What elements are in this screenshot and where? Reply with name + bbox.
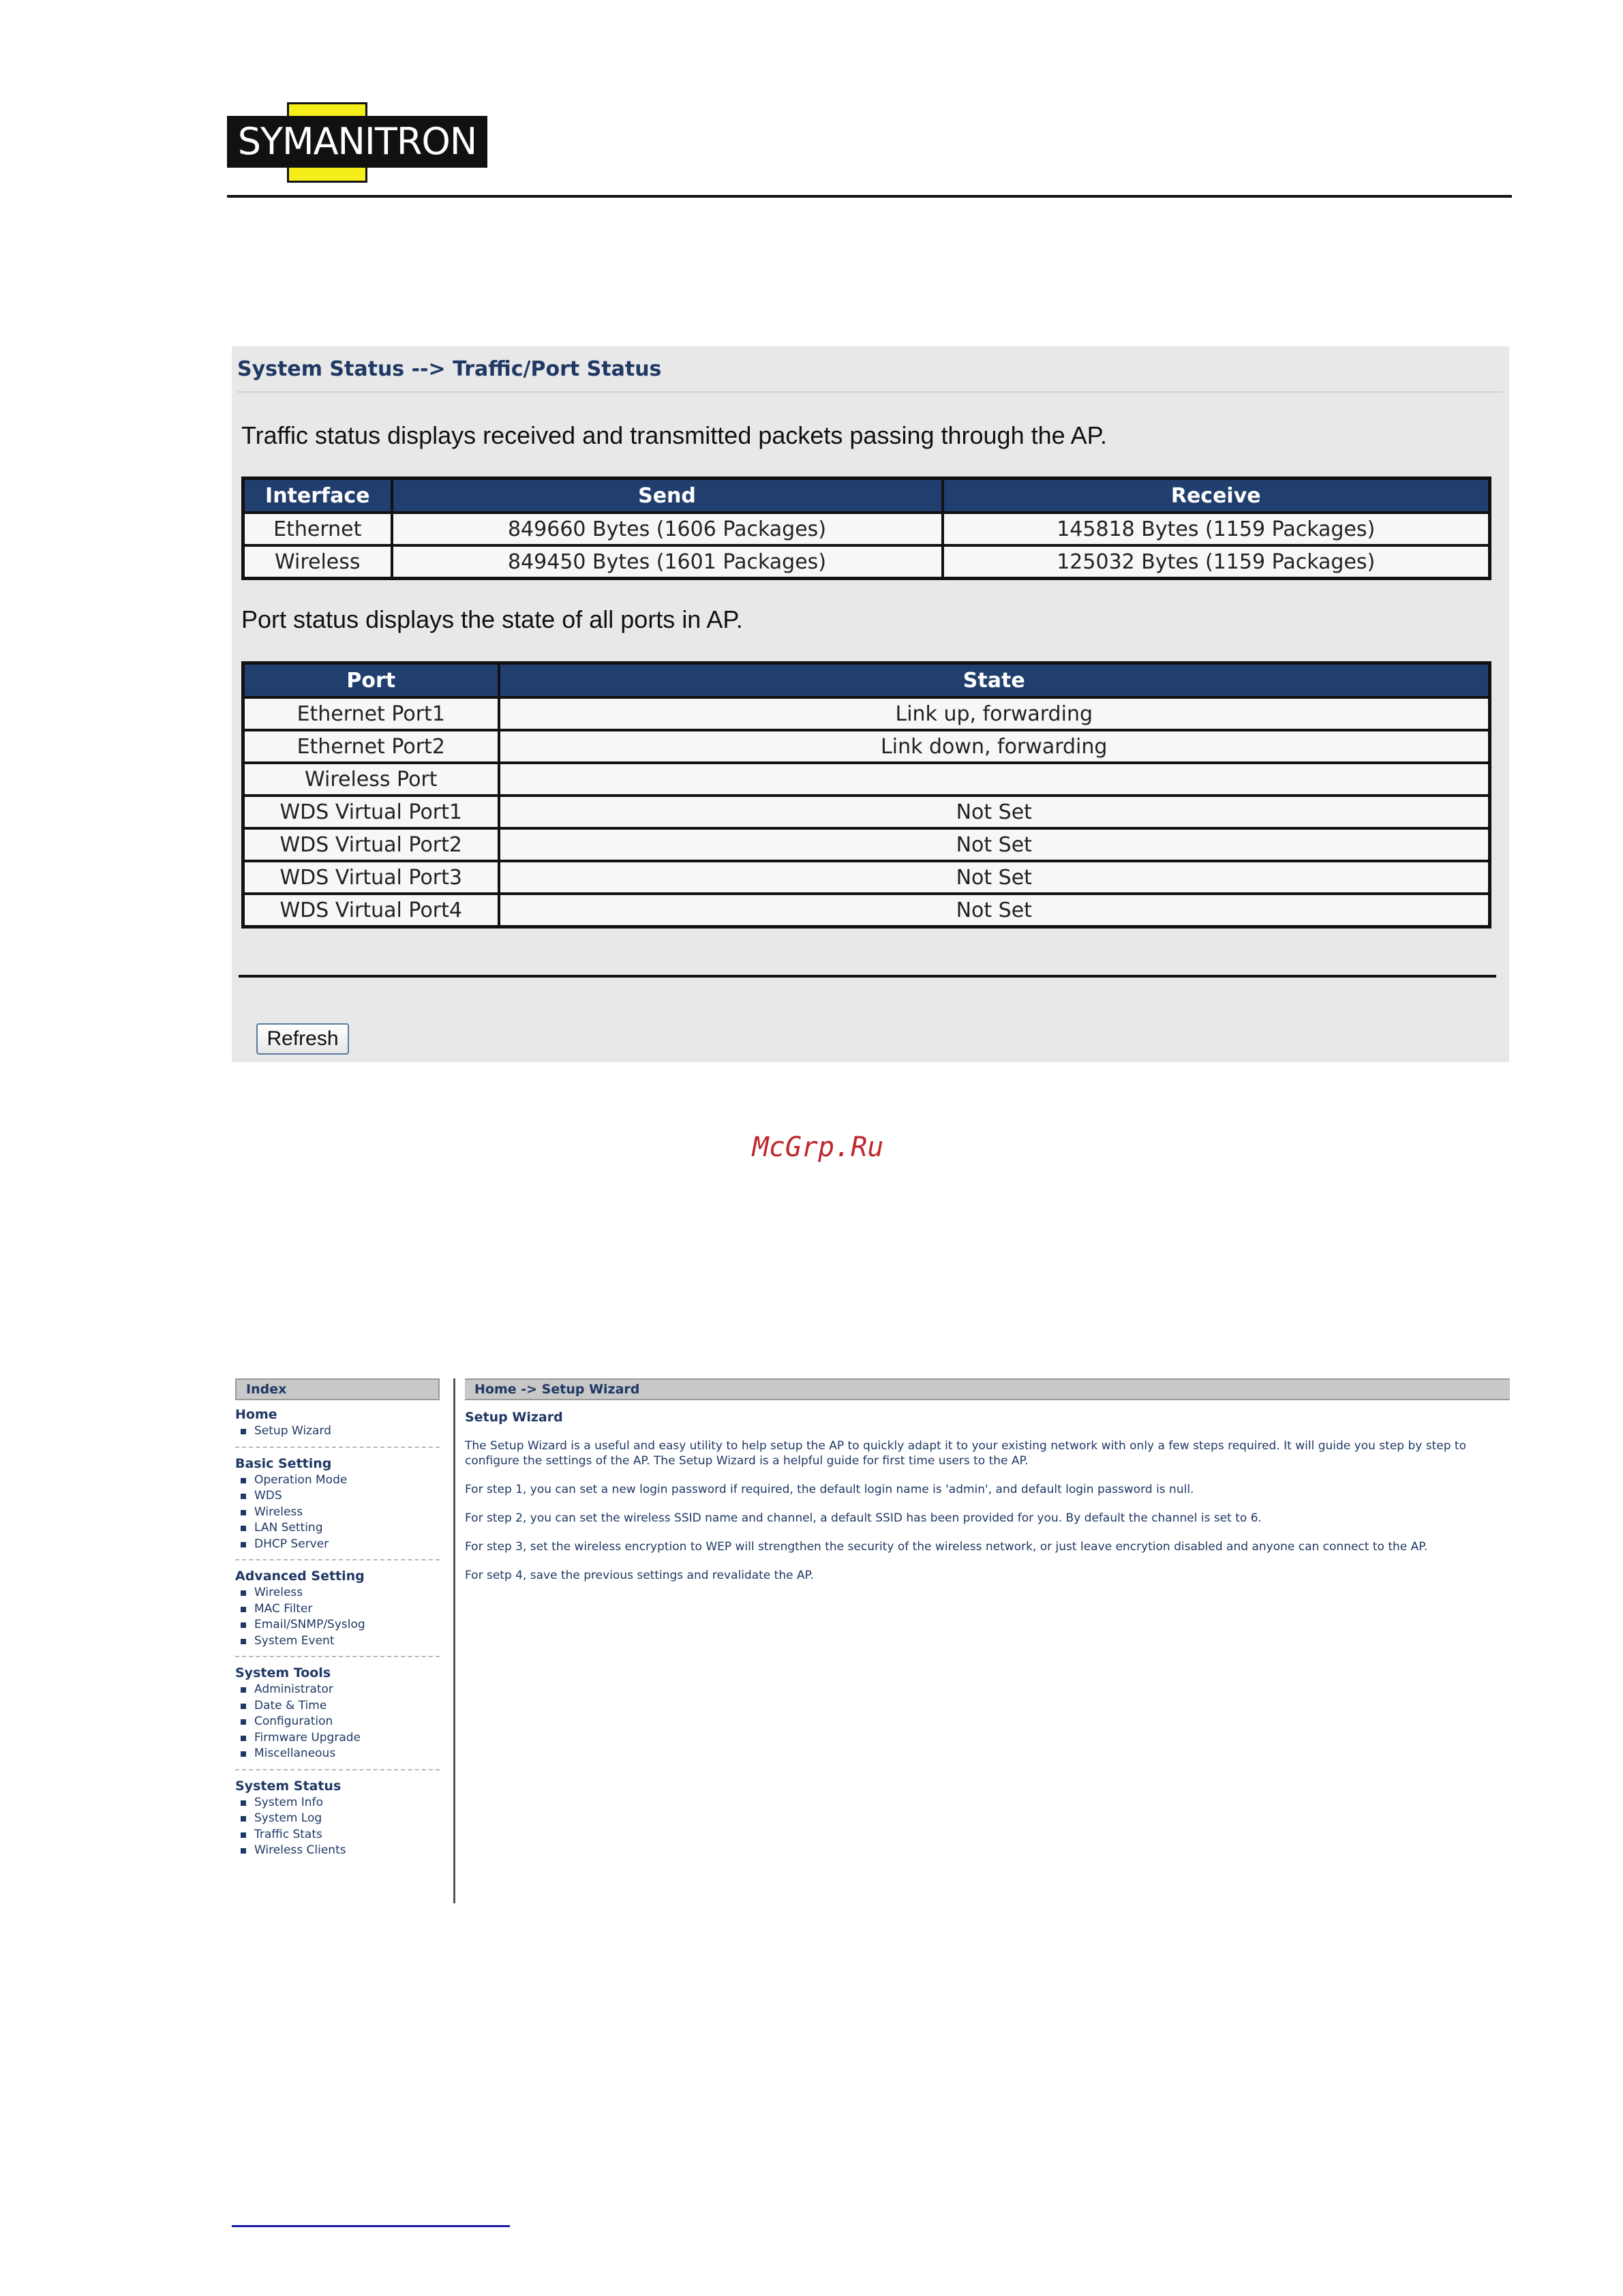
content-paragraph: The Setup Wizard is a useful and easy utility to help setup the AP to quickly adapt it to your existing network with only a few steps required. It will guide you step by step to configure the settings of the AP. The Setup Wizard is a helpful guide for first time users to the AP. xyxy=(465,1439,1466,1468)
nav-group-system-status xyxy=(235,1777,440,1866)
bullet-icon xyxy=(241,1832,246,1838)
sidebar-item-label: Administrator xyxy=(254,1682,333,1696)
sidebar-item-label: DHCP Server xyxy=(254,1537,329,1551)
port-cell: Ethernet Port1 xyxy=(243,697,499,730)
sidebar-item-system-event[interactable] xyxy=(235,1633,440,1650)
bullet-icon xyxy=(241,1736,246,1741)
bullet-icon xyxy=(241,1687,246,1693)
sidebar-header: Index xyxy=(235,1378,440,1400)
sidebar-item-label: System Info xyxy=(254,1795,323,1809)
bullet-icon xyxy=(241,1526,246,1531)
bullet-icon xyxy=(241,1848,246,1854)
column-header-send: Send xyxy=(392,479,943,513)
sidebar-item-miscellaneous[interactable] xyxy=(235,1746,440,1762)
watermark: McGrp.Ru xyxy=(752,1132,884,1163)
state-cell: Link up, forwarding xyxy=(499,697,1490,730)
nav-group-title: Advanced Setting xyxy=(235,1569,365,1584)
bullet-icon xyxy=(241,1719,246,1725)
content-paragraph: For step 1, you can set a new login password if required, the default login name is 'admin', and default login password is null. xyxy=(465,1483,1194,1496)
sidebar-item-label: Wireless xyxy=(254,1586,303,1599)
sidebar-item-label: Traffic Stats xyxy=(254,1827,322,1841)
nav-group-title: Basic Setting xyxy=(235,1455,332,1471)
column-header-receive: Receive xyxy=(943,479,1490,513)
sidebar-item-label: System Log xyxy=(254,1811,322,1825)
sidebar-item-administrator[interactable] xyxy=(235,1682,440,1698)
sidebar-item-label: Date & Time xyxy=(254,1698,327,1712)
sidebar-item-operation-mode[interactable] xyxy=(235,1472,440,1489)
sidebar-item-setup-wizard[interactable] xyxy=(235,1423,440,1440)
sidebar-item-label: Wireless xyxy=(254,1505,303,1519)
brand-logo xyxy=(227,102,487,183)
content-paragraph: For step 2, you can set the wireless SSID name and channel, a default SSID has been provided for you. By default the channel is set to 6. xyxy=(465,1511,1262,1525)
sidebar-item-label: MAC Filter xyxy=(254,1601,313,1616)
sidebar-item-wireless[interactable] xyxy=(235,1505,440,1521)
send-cell: 849660 Bytes (1606 Packages) xyxy=(392,513,943,545)
refresh-button[interactable]: Refresh xyxy=(256,1023,349,1055)
column-header-state: State xyxy=(499,663,1490,698)
bullet-icon xyxy=(241,1590,246,1596)
sidebar-item-configuration[interactable] xyxy=(235,1714,440,1730)
sidebar-item-mac-filter[interactable] xyxy=(235,1601,440,1618)
nav-group-title[interactable]: Home xyxy=(235,1407,277,1422)
table-row xyxy=(243,861,1490,894)
content-paragraph: For step 3, set the wireless encryption to WEP will strengthen the security of the wireless network, or just leave encrytion disabled and anyone can connect to the AP. xyxy=(465,1540,1428,1554)
content-paragraph: For setp 4, save the previous settings and revalidate the AP. xyxy=(465,1569,814,1582)
table-row xyxy=(243,796,1490,828)
sidebar-item-email-snmp-syslog[interactable] xyxy=(235,1617,440,1633)
column-header-interface: Interface xyxy=(243,479,392,513)
bullet-icon xyxy=(241,1622,246,1628)
sidebar-divider xyxy=(453,1378,455,1903)
page-title: System Status --> Traffic/Port Status xyxy=(237,357,662,381)
footer-link-underline xyxy=(232,2225,510,2227)
table-row xyxy=(243,545,1490,579)
state-cell: Not Set xyxy=(499,894,1490,927)
nav-group-title: System Status xyxy=(235,1778,342,1794)
sidebar-item-label: Configuration xyxy=(254,1715,333,1728)
sidebar-item-date-time[interactable] xyxy=(235,1698,440,1715)
receive-cell: 125032 Bytes (1159 Packages) xyxy=(943,545,1490,579)
sidebar xyxy=(235,1378,440,1873)
receive-cell: 145818 Bytes (1159 Packages) xyxy=(943,513,1490,545)
sidebar-item-label: WDS xyxy=(254,1489,282,1502)
traffic-table xyxy=(241,477,1491,580)
content-title: Setup Wizard xyxy=(465,1410,563,1425)
state-cell xyxy=(499,763,1490,796)
breadcrumb: Home -> Setup Wizard xyxy=(465,1378,1510,1400)
bullet-icon xyxy=(241,1429,246,1434)
logo-text: SYMANITRON xyxy=(237,120,477,163)
nav-group-advanced-setting xyxy=(235,1567,440,1657)
bullet-icon xyxy=(241,1800,246,1806)
interface-cell: Ethernet xyxy=(243,513,392,545)
port-cell: WDS Virtual Port4 xyxy=(243,894,499,927)
bullet-icon xyxy=(241,1542,246,1547)
sidebar-item-system-info[interactable] xyxy=(235,1795,440,1811)
nav-group-system-tools xyxy=(235,1664,440,1770)
port-cell: WDS Virtual Port1 xyxy=(243,796,499,828)
nav-group-title: System Tools xyxy=(235,1665,331,1680)
sidebar-item-firmware-upgrade[interactable] xyxy=(235,1730,440,1747)
sidebar-item-label: Email/SNMP/Syslog xyxy=(254,1618,365,1631)
state-cell: Not Set xyxy=(499,861,1490,894)
sidebar-item-advanced-wireless[interactable] xyxy=(235,1585,440,1601)
port-table xyxy=(241,661,1491,928)
port-cell: Ethernet Port2 xyxy=(243,730,499,763)
table-row xyxy=(243,697,1490,730)
bottom-divider xyxy=(239,975,1496,978)
header-divider xyxy=(227,195,1512,198)
sidebar-item-wireless-clients[interactable] xyxy=(235,1843,440,1859)
table-row xyxy=(243,828,1490,861)
bullet-icon xyxy=(241,1607,246,1612)
state-cell: Link down, forwarding xyxy=(499,730,1490,763)
sidebar-item-label: Firmware Upgrade xyxy=(254,1730,361,1744)
bullet-icon xyxy=(241,1478,246,1483)
traffic-description: Traffic status displays received and transmitted packets passing through the AP. xyxy=(241,421,1108,449)
sidebar-item-wds[interactable] xyxy=(235,1488,440,1505)
bullet-icon xyxy=(241,1510,246,1515)
state-cell: Not Set xyxy=(499,796,1490,828)
traffic-port-status-panel xyxy=(232,346,1509,1062)
table-row xyxy=(243,730,1490,763)
bullet-icon xyxy=(241,1704,246,1709)
port-cell: WDS Virtual Port3 xyxy=(243,861,499,894)
state-cell: Not Set xyxy=(499,828,1490,861)
nav-group-home xyxy=(235,1406,440,1448)
bullet-icon xyxy=(241,1751,246,1757)
table-row xyxy=(243,894,1490,927)
bullet-icon xyxy=(241,1816,246,1822)
main-content xyxy=(465,1378,1510,1597)
port-cell: WDS Virtual Port2 xyxy=(243,828,499,861)
sidebar-item-system-log[interactable] xyxy=(235,1811,440,1827)
nav-group-basic-setting xyxy=(235,1455,440,1561)
sidebar-item-traffic-stats[interactable] xyxy=(235,1827,440,1843)
port-description: Port status displays the state of all ports in AP. xyxy=(241,605,743,633)
column-header-port: Port xyxy=(243,663,499,698)
sidebar-item-label: LAN Setting xyxy=(254,1521,323,1535)
bullet-icon xyxy=(241,1494,246,1499)
sidebar-item-dhcp-server[interactable] xyxy=(235,1537,440,1553)
table-header-row xyxy=(243,479,1490,513)
sidebar-item-label: Setup Wizard xyxy=(254,1424,331,1438)
title-divider xyxy=(237,391,1502,393)
table-row xyxy=(243,513,1490,545)
bullet-icon xyxy=(241,1639,246,1644)
interface-cell: Wireless xyxy=(243,545,392,579)
sidebar-item-label: Miscellaneous xyxy=(254,1747,336,1760)
setup-wizard-screenshot xyxy=(235,1378,1510,1903)
sidebar-item-label: Operation Mode xyxy=(254,1472,348,1487)
sidebar-item-label: System Event xyxy=(254,1633,335,1648)
sidebar-item-lan-setting[interactable] xyxy=(235,1520,440,1537)
port-cell: Wireless Port xyxy=(243,763,499,796)
table-row xyxy=(243,763,1490,796)
table-header-row xyxy=(243,663,1490,698)
send-cell: 849450 Bytes (1601 Packages) xyxy=(392,545,943,579)
sidebar-item-label: Wireless Clients xyxy=(254,1843,346,1857)
